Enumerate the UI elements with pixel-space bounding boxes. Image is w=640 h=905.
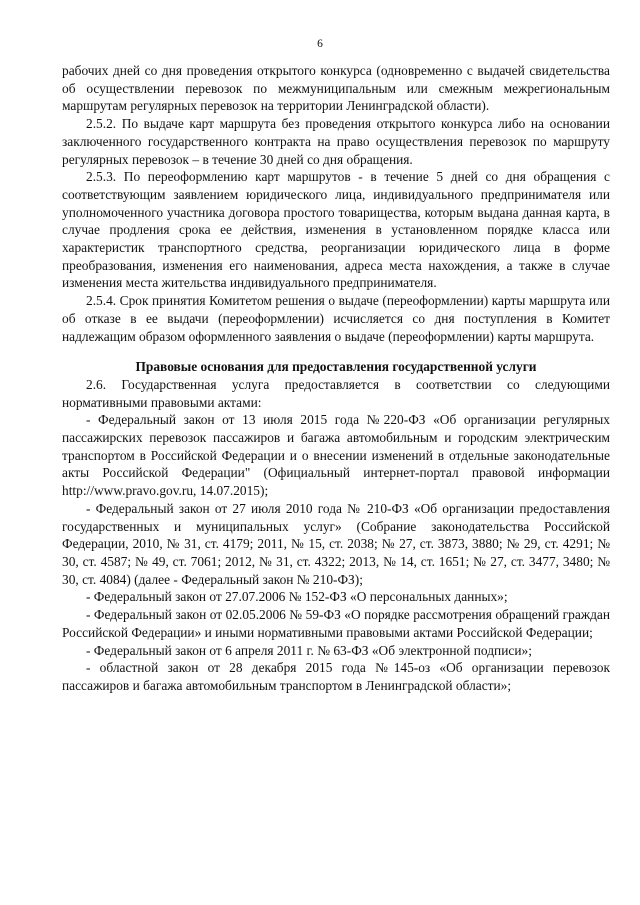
paragraph-2-5-3: 2.5.3. По переоформлению карт маршрутов - в течение 5 дней со дня обращения с соответствующим заявлением юридического лица, индивидуального предпринимателя или уполномоченного участника договора простого товарищества, которым выдана данная карта, в случае продления срока ее действия, изменения в установленном порядке класса или характеристик транспортного средства, реорганизации юридического лица в форме преобразования, изменения его наименования, адреса места нахождения, а также в случае изменения места жительства индивидуального предпринимателя. xyxy=(62,169,610,291)
paragraph-2-5-2: 2.5.2. По выдаче карт маршрута без проведения открытого конкурса либо на основании заключенного государственного контракта на право осуществления перевозок по маршруту регулярных перевозок – в течение 30 дней со дня обращения. xyxy=(62,116,610,167)
list-item-regional-law-145: - областной закон от 28 декабря 2015 года №145-оз «Об организации перевозок пассажиров и багажа автомобильным транспортом в Ленинградской области»; xyxy=(62,660,610,693)
page-number: 6 xyxy=(317,38,323,50)
paragraph-2-5-4: 2.5.4. Срок принятия Комитетом решения о выдаче (переоформлении) карты маршрута или об отказе в ее выдачи (переоформлении) исчисляется со дня поступления в Комитет надлежащим образом оформленного заявления о выдаче (переоформлении) карты маршрута. xyxy=(62,293,610,344)
paragraph-2-6: 2.6. Государственная услуга предоставляется в соответствии со следующими нормативными правовыми актами: xyxy=(62,376,610,410)
list-item-law-59: - Федеральный закон от 02.05.2006 № 59-ФЗ «О порядке рассмотрения обращений граждан Российской Федерации» и иными нормативными правовыми актами Российской Федерации; xyxy=(62,607,610,640)
list-item-law-63: - Федеральный закон от 6 апреля 2011 г. № 63-ФЗ «Об электронной подписи»; xyxy=(86,642,532,658)
list-item-law-152: - Федеральный закон от 27.07.2006 № 152-ФЗ «О персональных данных»; xyxy=(86,589,508,605)
list-item-law-220: - Федеральный закон от 13 июля 2015 года №220-ФЗ «Об организации регулярных пассажирских перевозок пассажиров и багажа автомобильным и городским электрическим транспортом в Российской Федерации и о внесении изменений в отдельные законодательные акты Российской Федерации" (Официальный интернет-портал правовой информации http://www.pravo.gov.ru, 14.07.2015); xyxy=(62,412,610,499)
paragraph-continuation: рабочих дней со дня проведения открытого конкурса (одновременно с выдачей свидетельства об осуществлении перевозок по межмуниципальным или смежным межрегиональным маршрутам регулярных перевозок на территории Ленинградской области). xyxy=(62,63,610,114)
list-item-law-210: - Федеральный закон от 27 июля 2010 года № 210-ФЗ «Об организации предоставления государственных и муниципальных услуг» (Собрание законодательства Российской Федерации, 2010, № 31, ст. 4179; 2011, № 15, ст. 2038; № 27, ст. 3873, 3880; № 29, ст. 4291; № 30, ст. 4587; № 49, ст. 7061; 2012, № 31, ст. 4322; 2013, № 14, ст. 1651; № 27, ст. 3477, 3480; № 30, ст. 4084) (далее - Федеральный закон № 210-ФЗ); xyxy=(62,500,610,587)
document-body xyxy=(62,62,610,695)
section-heading: Правовые основания для предоставления государственной услуги xyxy=(135,359,537,375)
